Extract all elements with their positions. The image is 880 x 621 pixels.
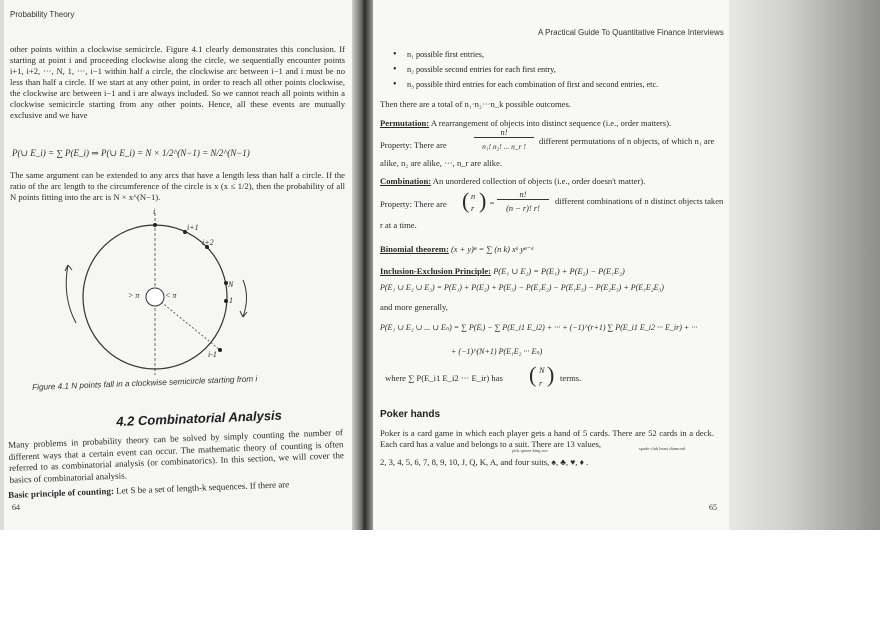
binomial-line [380, 244, 533, 255]
poker-suits-note: spade club heart diamond [639, 446, 686, 451]
paragraph-combinatorial: Many problems in probability theory can be solved by simply counting the number of different ways that a certain event can occur. The mathematic theory of counting is often referred to as combinatorial analysis (or combinatorics). In this section, we will cover the basics of combinatorial analysis. [8, 427, 345, 485]
perm-fraction-numerator: n! [474, 128, 534, 138]
point-i-minus-1 [218, 348, 222, 352]
left-page [0, 0, 352, 530]
total-outcomes-text: Then there are a total of n₁·n₂···n_k possible outcomes. [380, 99, 571, 109]
comb-fraction-denominator: (n − r)! r! [506, 204, 540, 213]
figure-label-i-plus-1: i+1 [187, 223, 199, 232]
paragraph-exclusive-events: other points within a clockwise semicircle. Figure 4.1 clearly demonstrates this conclusion. If starting at point i and proceeding clockwise along the circle, we sequentially encounter points i+1, i+2, ···, N, 1, ···, i−1 within half a circle, the clockwise arc between i−1 and i must be no less than half a circle. If we start at any other point, in order to reach all other points clockwise, the clockwise arc between i−1 and i are always included. So we cannot reach all points within a clockwise semicircle starting from any other points. Hence, all these events are mutually exclusive and we have [10, 44, 345, 120]
figure-label-i-plus-2: i+2 [202, 238, 214, 247]
poker-face-cards-note: jack queen king ace [512, 448, 548, 453]
probability-equation: P(∪ E_i) = ∑ P(E_i) ⇒ P(∪ E_i) = N × 1/2^(N−1) = N/2^(N−1) [12, 148, 250, 158]
general-formula-1: P(E₁ ∪ E₂ ∪ ... ∪ Eₙ) = ∑ P(Eᵢ) − ∑ P(E_i1 E_i2) + ··· + (−1)^(r+1) ∑ P(E_i1 E_i2 ··· E_ir) + ··· [380, 323, 698, 332]
more-generally-text: and more generally, [380, 302, 448, 312]
permutation-label: Permutation: [380, 118, 430, 128]
page-edge-right [729, 0, 880, 530]
left-page-number: 64 [12, 503, 20, 512]
right-page-number: 65 [709, 503, 717, 512]
figure-label-1: 1 [229, 296, 233, 305]
left-page-header: Probability Theory [10, 10, 75, 19]
figure-center [146, 288, 164, 306]
combination-property-c: r at a time. [380, 220, 417, 230]
inclusion-formula-1: P(E₁ ∪ E₂) = P(E₁) + P(E₂) − P(E₁E₂) [493, 267, 625, 276]
book-gutter [352, 0, 373, 530]
figure-label-lt-pi: < π [165, 291, 177, 300]
figure-label-i-minus-1: i-1 [208, 350, 217, 359]
where-binomial: ( N r ) [529, 362, 555, 388]
figure-caption: Figure 4.1 N points fall in a clockwise semicircle starting from i [32, 374, 258, 392]
comb-fraction-numerator: n! [497, 190, 549, 200]
binomial-label: Binomial theorem: [380, 244, 449, 254]
paragraph-arc-extension: The same argument can be extended to any arcs that have a length less than half a circle. If the ratio of the arc length to the circumference of the circle is x (x ≤ 1/2), then the probability of all N points fitting into the arc is N × x^(N−1). [10, 170, 345, 202]
figure-radius [155, 297, 220, 350]
where-terms: terms. [560, 373, 582, 383]
permutation-property-c: alike, n₂ are alike, ···, n_r are alike. [380, 158, 503, 168]
permutation-property-a: Property: There are [380, 140, 447, 150]
inclusion-formula-2: P(E₁ ∪ E₂ ∪ E₃) = P(E₁) + P(E₂) + P(E₃) − P(E₁E₂) − P(E₁E₃) − P(E₂E₃) + P(E₁E₂E₃) [380, 283, 664, 292]
figure-arrow-right [243, 280, 247, 317]
general-formula-2: + (−1)^(N+1) P(E₁E₂ ··· Eₙ) [451, 347, 543, 356]
bullet-item: • n₁ possible first entries, [393, 47, 723, 62]
combination-line [380, 176, 645, 187]
permutation-text: A rearrangement of objects into distinct sequence (i.e., order matters). [429, 118, 672, 128]
binomial-formula: (x + y)ⁿ = ∑ (n k) xᵏ yⁿ⁻ᵏ [450, 245, 534, 254]
bullet-item: • n₃ possible third entries for each combination of first and second entries, etc. [393, 77, 723, 92]
combination-property-a: Property: There are [380, 199, 447, 209]
right-page-header: A Practical Guide To Quantitative Finance Interviews [538, 28, 724, 37]
perm-fraction-denominator: n₁! n₂! ... n_r ! [482, 142, 526, 151]
basic-principle-text: Let S be a set of length-k sequences. If there are [113, 479, 290, 496]
inclusion-line [380, 266, 625, 277]
figure-arrow-left [66, 265, 76, 323]
inclusion-label: Inclusion-Exclusion Principle: [380, 266, 492, 276]
counting-bullets [393, 47, 723, 92]
figure-label-n: N [228, 280, 234, 289]
poker-heading: Poker hands [380, 409, 441, 420]
page-edge [0, 0, 4, 530]
point-1 [224, 299, 228, 303]
section-title: 4.2 Combinatorial Analysis [116, 407, 283, 429]
point-i [153, 223, 157, 227]
right-page: A Practical Guide To Quantitative Finance Interviews • n₁ possible first entries, • n₂ possible second entries for each first entry, • n₃ possible third entries for each combination of first and second entries, etc. Then there are a total of n₁·n₂···n_k possible outcomes. Permutation: A rearrangement of objects into distinct sequence (i.e., order matters). Property: There are n! n₁! n₂! ... n_r ! different permutations of n objects, of which n₁ are alike, n₂ are alike, ···, n_r are alike. Combination: An unordered collection of objects (i.e., order doesn't matter). Property: There are ( n r ) = n! (n − r)! r! different combinations of n distinct objects taken r at a time. Binomial theorem: (x + y)ⁿ = ∑ (n k) xᵏ yⁿ⁻ᵏ Inclusion-Exclusion Principle: P(E₁ ∪ E₂) = P(E₁) + P(E₂) − P(E₁E₂) P(E₁ ∪ E₂ ∪ E₃) = P(E₁) + P(E₂) + P(E₃) − P(E₁E₂) − P(E₁E₃) − P(E₂E₃) + P(E₁E₂E₃) and more generally, P(E₁ ∪ E₂ ∪ ... ∪ Eₙ) = ∑ P(Eᵢ) − ∑ P(E_i1 E_i2) + ··· + (−1)^(r+1) ∑ P(E_i1 E_i2 ··· E_ir) + ··· + (−1)^(N+1) P(E₁E₂ ··· Eₙ) where ∑ P(E_i1 E_i2 ··· E_ir) has ( N r ) terms. Poker hands Poker is a card game in which each player gets a hand of 5 cards. There are 52 cards in a deck. Each card has a value and belongs to a suit. There are 13 values, jack queen king ace spade club heart diamond 2, 3, 4, 5, 6, 7, 8, 9, 10, J, Q, K, A, and four suits, ♠, ♣, ♥, ♦ . 65 [373, 0, 729, 530]
combination-text: An unordered collection of objects (i.e., order doesn't matter). [431, 176, 646, 186]
figure-label-gt-pi: > π [128, 291, 140, 300]
combination-property-b: different combinations of n distinct objects taken [555, 196, 724, 206]
figure-label-i: i [153, 207, 156, 216]
basic-principle-label: Basic principle of counting: [8, 485, 115, 500]
poker-text: Poker is a card game in which each player gets a hand of 5 cards. There are 52 cards in a deck. Each card has a value and belongs to a suit. There are 13 values, [380, 428, 714, 449]
comb-binomial: ( n r ) [462, 188, 487, 213]
permutation-property-b: different permutations of n objects, of which n₁ are [539, 136, 715, 146]
bullet-item: • n₂ possible second entries for each first entry, [393, 62, 723, 77]
where-text: where ∑ P(E_i1 E_i2 ··· E_ir) has [385, 373, 503, 383]
poker-values: 2, 3, 4, 5, 6, 7, 8, 9, 10, J, Q, K, A, and four suits, ♠, ♣, ♥, ♦ . [380, 457, 589, 467]
semicircle-figure [60, 205, 280, 375]
combination-label: Combination: [380, 176, 432, 186]
